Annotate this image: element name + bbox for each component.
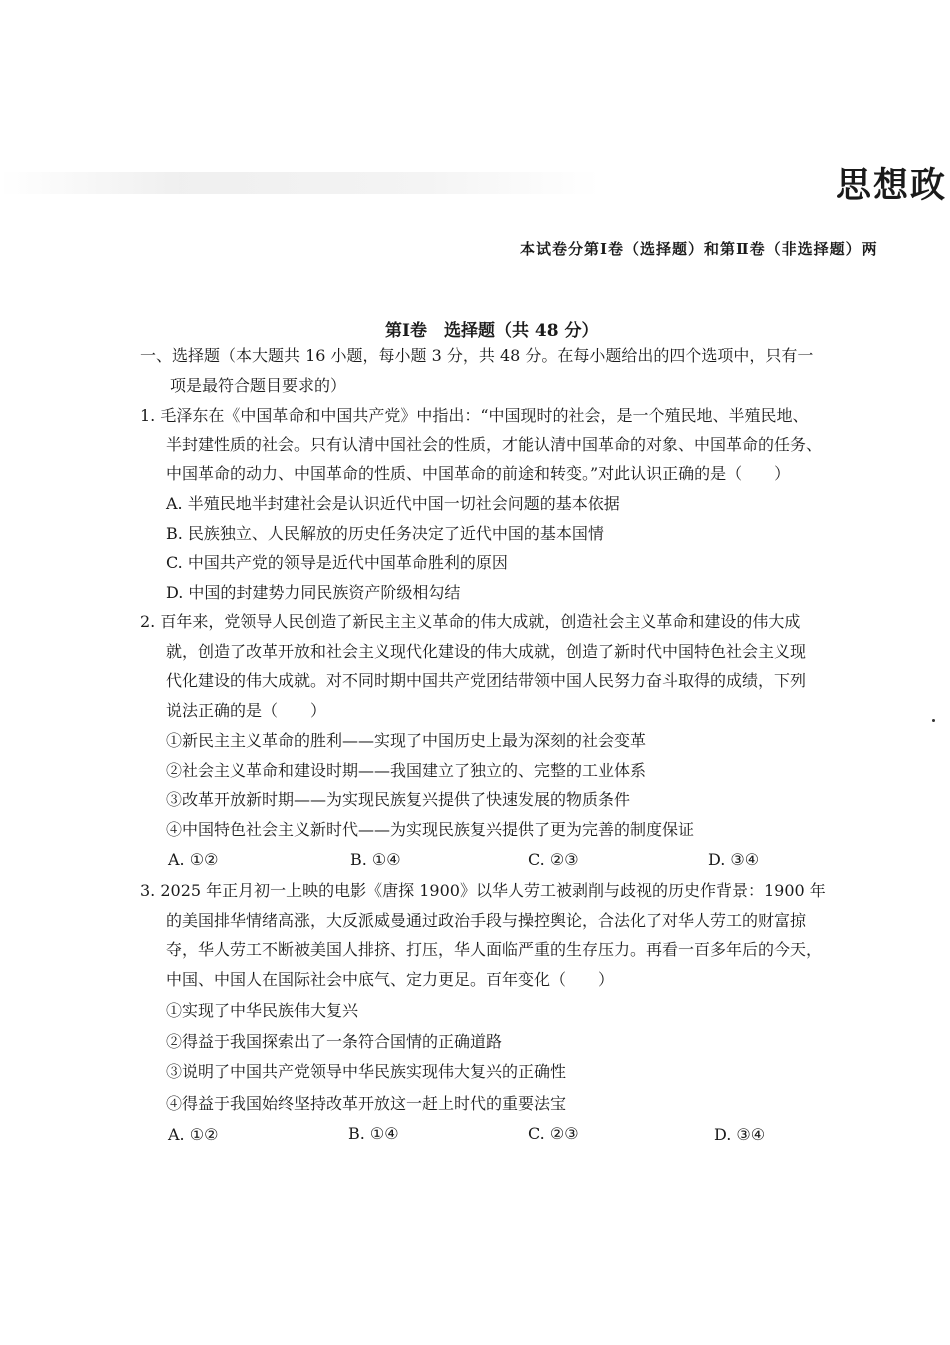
section-title: 第Ⅰ卷 选择题（共 48 分） [385,321,599,341]
scan-speck [932,719,935,722]
question-1-stem: 半封建性质的社会。只有认清中国社会的性质，才能认清中国革命的对象、中国革命的任务、 [166,435,823,454]
question-3-option-d: D. ③④ [714,1125,766,1144]
question-3-statement: ③说明了中国共产党领导中华民族实现伟大复兴的正确性 [166,1062,567,1081]
question-2-statement: ③改革开放新时期——为实现民族复兴提供了快速发展的物质条件 [166,790,631,809]
question-2-option-c: C. ②③ [528,850,579,869]
question-2-statement: ②社会主义革命和建设时期——我国建立了独立的、完整的工业体系 [166,761,647,780]
question-2-statement: ④中国特色社会主义新时代——为实现民族复兴提供了更为完善的制度保证 [166,820,695,839]
section-instructions-line: 项是最符合题目要求的） [170,376,347,395]
scan-artifact [0,172,600,194]
question-2-option-b: B. ①④ [350,850,401,869]
section-instructions-line: 一、选择题（本大题共 16 小题，每小题 3 分，共 48 分。在每小题给出的四个选项中，只有一 [140,346,814,365]
question-1-stem: 中国革命的动力、中国革命的性质、中国革命的前途和转变。”对此认识正确的是（ ） [166,464,791,483]
question-3-stem: 3. 2025 年正月初一上映的电影《唐探 1900》以华人劳工被剥削与歧视的历史作背景：1900 年 [140,881,826,900]
question-3-statement: ④得益于我国始终坚持改革开放这一赶上时代的重要法宝 [166,1094,567,1113]
question-2-option-d: D. ③④ [708,850,760,869]
question-1-option-b: B. 民族独立、人民解放的历史任务决定了近代中国的基本国情 [166,524,604,543]
question-1-option-a: A. 半殖民地半封建社会是认识近代中国一切社会问题的基本依据 [166,494,620,513]
question-3-option-c: C. ②③ [528,1124,579,1143]
question-2-option-a: A. ①② [168,850,219,869]
question-3-statement: ①实现了中华民族伟大复兴 [166,1001,359,1020]
question-3-statement: ②得益于我国探索出了一条符合国情的正确道路 [166,1032,503,1051]
question-3-stem: 中国、中国人在国际社会中底气、定力更足。百年变化（ ） [166,970,615,989]
exam-instructions-subtitle: 本试卷分第Ⅰ卷（选择题）和第Ⅱ卷（非选择题）两 [520,240,878,258]
question-1-option-d: D. 中国的封建势力同民族资产阶级相勾结 [166,583,461,602]
question-2-stem: 说法正确的是（ ） [166,701,327,720]
question-3-stem: 的美国排华情绪高涨，大反派威曼通过政治手段与操控舆论，合法化了对华人劳工的财富掠 [166,911,807,930]
question-1-option-c: C. 中国共产党的领导是近代中国革命胜利的原因 [166,553,508,572]
question-3-option-a: A. ①② [168,1125,219,1144]
question-3-option-b: B. ①④ [348,1124,399,1143]
question-2-statement: ①新民主主义革命的胜利——实现了中国历史上最为深刻的社会变革 [166,731,647,750]
question-2-stem: 就，创造了改革开放和社会主义现代化建设的伟大成就，创造了新时代中国特色社会主义现 [166,642,807,661]
question-2-stem: 代化建设的伟大成就。对不同时期中国共产党团结带领中国人民努力奋斗取得的成绩，下列 [166,671,807,690]
question-2-stem: 2. 百年来，党领导人民创造了新民主主义革命的伟大成就，创造社会主义革命和建设的伟大成 [140,612,801,631]
question-1-stem: 1. 毛泽东在《中国革命和中国共产党》中指出：“中国现时的社会，是一个殖民地、半殖民地、 [140,406,809,425]
question-3-stem: 夺，华人劳工不断被美国人排挤、打压，华人面临严重的生存压力。再看一百多年后的今天， [166,940,823,959]
page-title: 思想政 [836,165,948,206]
